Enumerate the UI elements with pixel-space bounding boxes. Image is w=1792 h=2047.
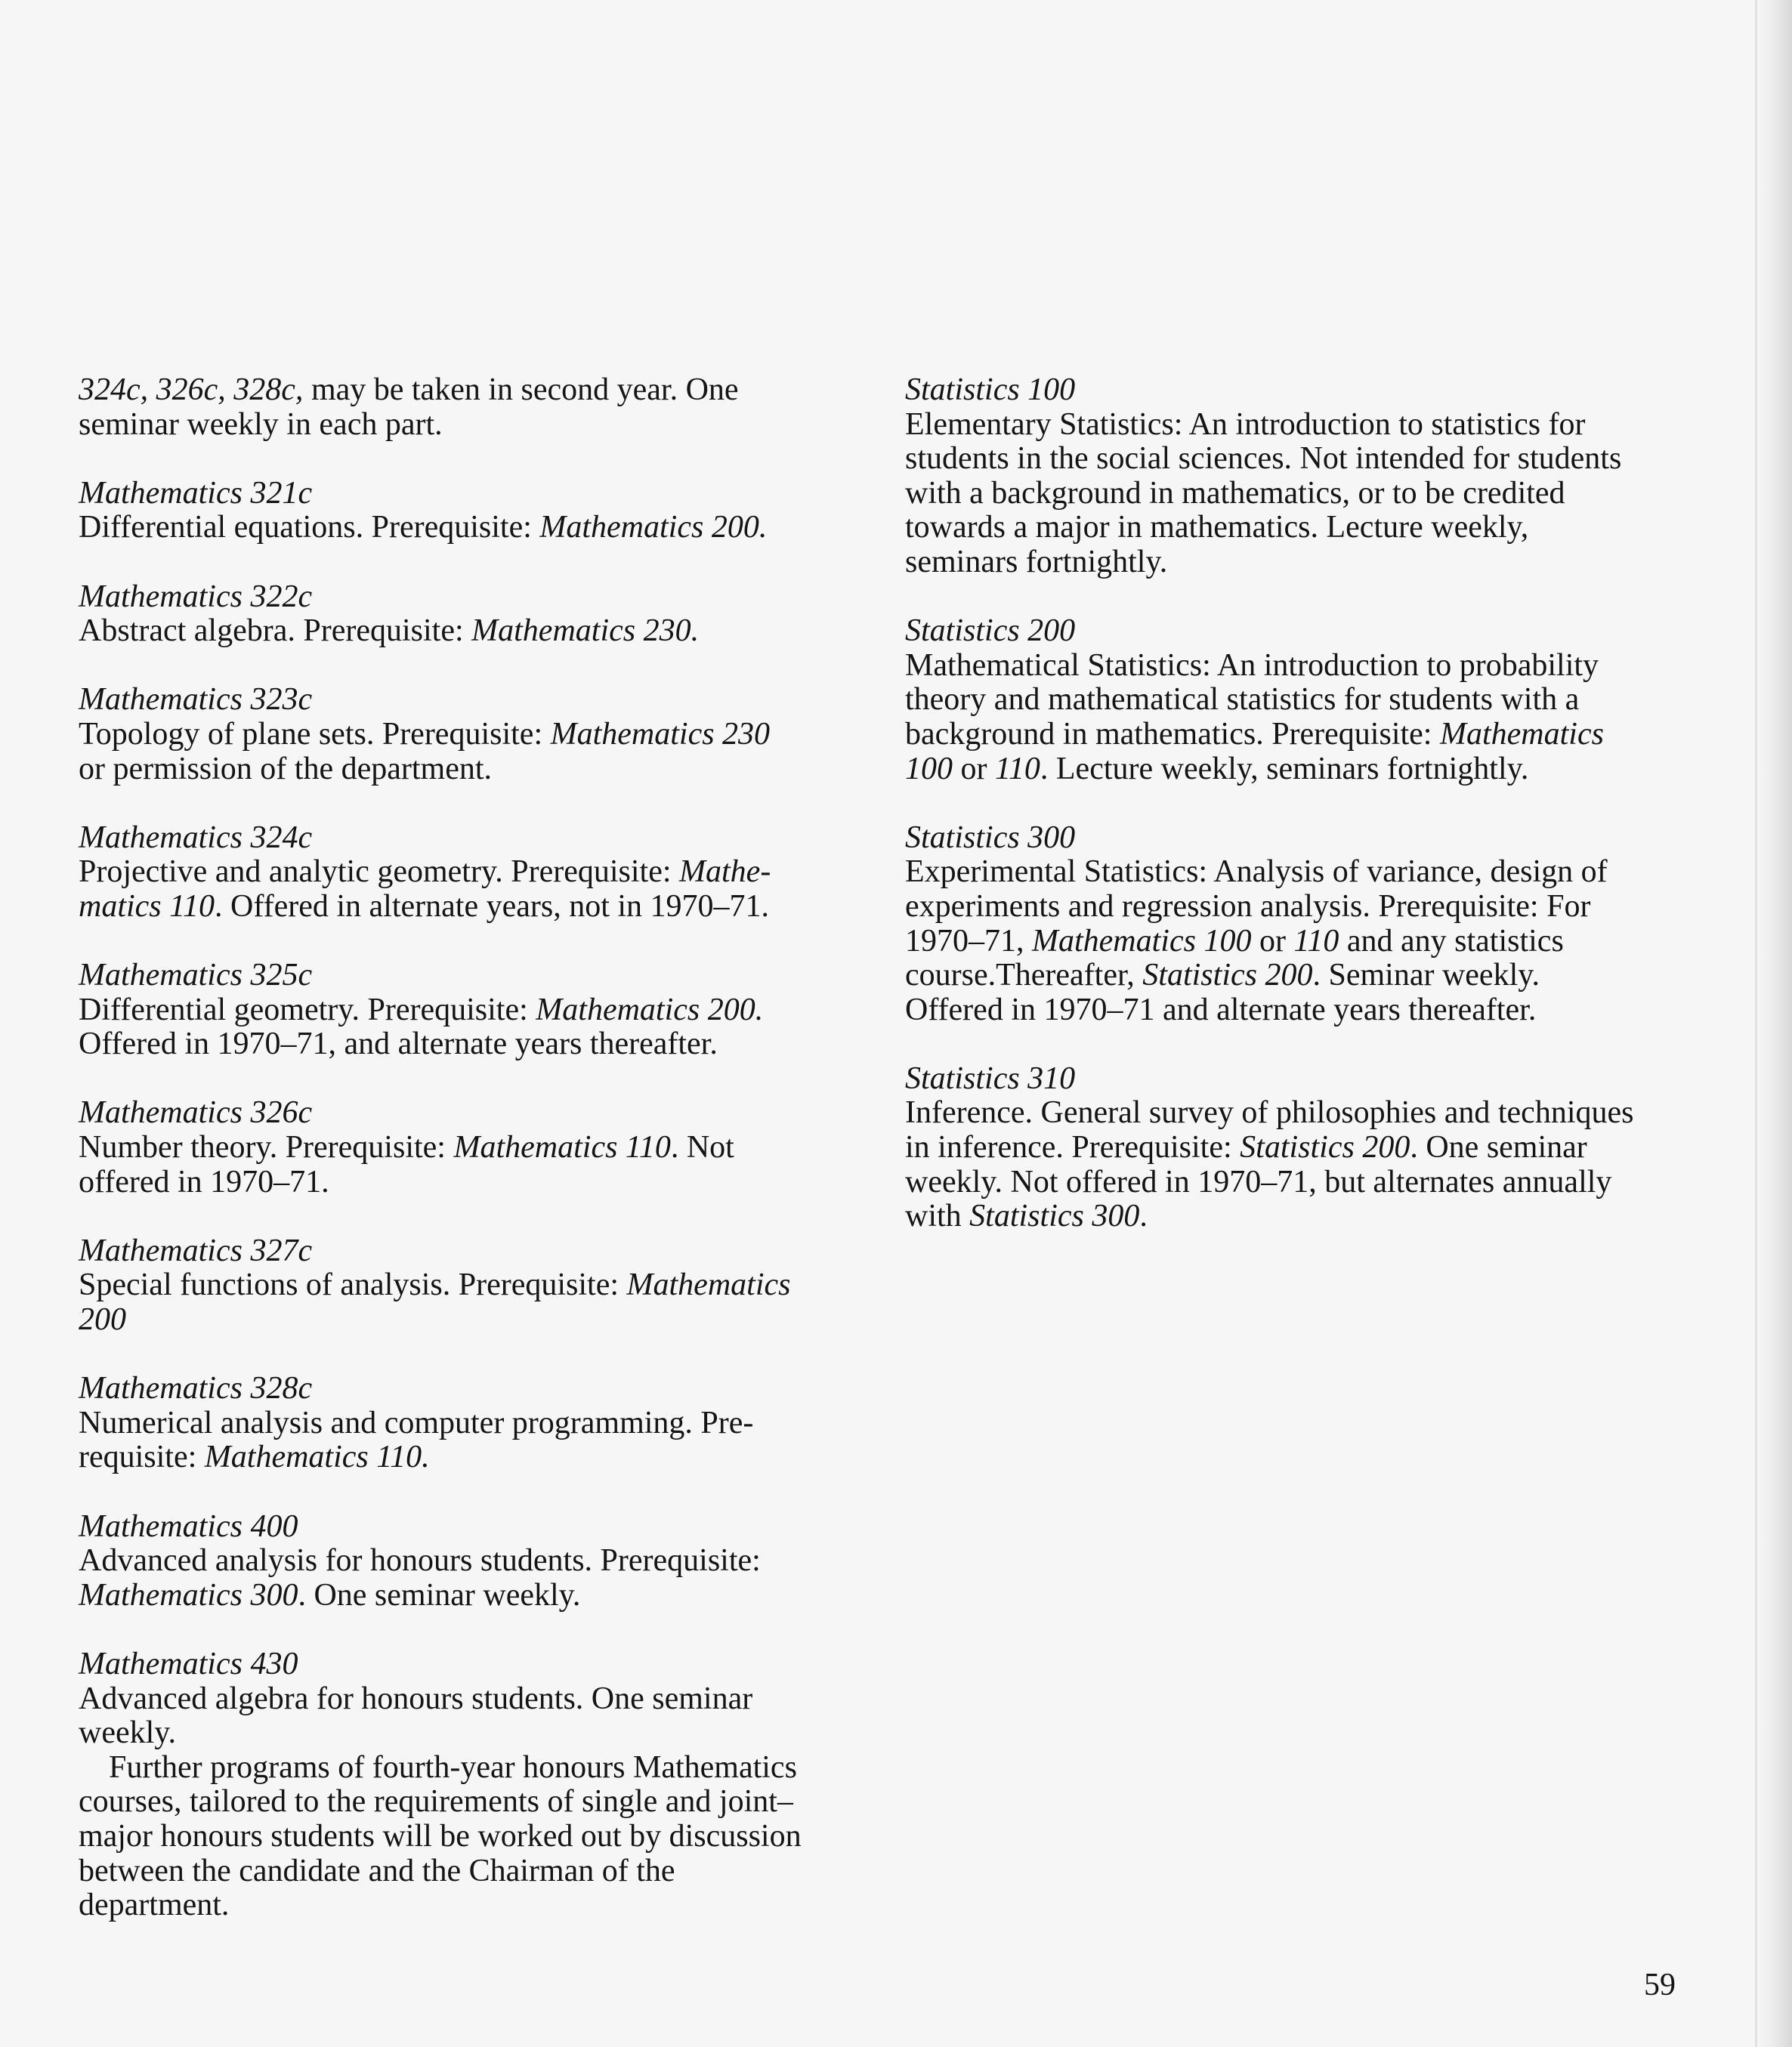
course-description: Experimental Statistics: Analysis of variance, design of experiments and regression analysis. Prerequisite: For 1970–71, Mathematics 100 or 110 and any statistics course.Thereafter, Statistics 200. Seminar weekly. Offered in 1970–71 and alternate years thereafter. [905,854,1608,1027]
course-entry-math-328c [79,1372,879,1475]
course-description: Projective and analytic geometry. Prerequisite: Mathe- matics 110. Offered in alternate years, not in 1970–71. [79,854,771,924]
course-entry-math-400 [79,1510,879,1613]
course-entry-math-327c [79,1234,879,1338]
course-description: Elementary Statistics: An introduction to statistics for students in the social sciences. Not intended for students with a background in mathematics, or to be credited towards a major in mathematics. Lecture weekly, seminars fortnightly. [905,406,1622,579]
course-description: Differential equations. Prerequisite: Mathematics 200. [79,510,768,545]
course-entry-math-323c [79,683,879,786]
course-entry-math-321c [79,477,879,545]
course-prerequisite: Statistics 200 [1142,958,1313,993]
course-description: Number theory. Prerequisite: Mathematics 110. Not offered in 1970–71. [79,1130,734,1199]
course-prerequisite: Statistics 300 [969,1199,1140,1234]
course-entry-math-324c [79,821,879,925]
course-title: Statistics 310 [905,1061,1076,1096]
course-title: Mathematics 400 [79,1508,298,1544]
course-entry-math-326c [79,1096,879,1199]
course-title: Mathematics 321c [79,475,313,511]
course-entry-math-322c [79,580,879,649]
course-prerequisite: Mathematics 200. [539,510,768,545]
course-prerequisite: Mathe- [679,854,771,890]
course-prerequisite: 110 [1293,923,1339,959]
course-prerequisite: Mathematics 230. [471,613,700,649]
course-title: Mathematics 328c [79,1371,313,1406]
course-prerequisite: Mathematics [626,1267,791,1303]
course-description: Advanced analysis for honours students. Prerequisite: Mathematics 300. One seminar weekly. [79,1543,761,1613]
right-column [905,373,1691,1268]
course-description: Abstract algebra. Prerequisite: Mathematics 230. [79,613,700,649]
intro-paragraph [79,373,879,442]
course-title: Statistics 100 [905,372,1076,407]
intro-text-1: may be taken in second year. One [303,372,739,407]
course-title: Mathematics 430 [79,1646,298,1681]
course-entry-stat-300 [905,821,1691,1028]
course-entry-stat-310 [905,1062,1691,1234]
course-prerequisite: matics 110 [79,888,215,924]
course-description: Advanced algebra for honours students. One seminar weekly. [79,1681,753,1751]
course-title: Mathematics 324c [79,820,313,855]
course-title: Mathematics 323c [79,682,313,718]
course-title: Mathematics 325c [79,958,313,993]
course-prerequisite: Statistics 200 [1240,1130,1410,1166]
course-title: Mathematics 326c [79,1095,313,1131]
course-entry-stat-100 [905,373,1691,580]
course-entry-math-325c [79,959,879,1062]
course-prerequisite: 110 [995,751,1040,786]
course-entry-stat-200 [905,614,1691,786]
course-prerequisite: Mathematics 230 [550,716,771,752]
course-title: Mathematics 322c [79,579,313,614]
course-description: Differential geometry. Prerequisite: Mathematics 200. Offered in 1970–71, and alternate years thereafter. [79,992,764,1062]
course-description: Mathematical Statistics: An introduction to probability theory and mathematical statistics for students with a background in mathematics. Prerequisite: Mathematics 100 or 110. Lecture weekly, seminars fortnightly. [905,647,1604,786]
course-prerequisite: 200 [79,1302,126,1338]
course-prerequisite: Mathematics 110. [204,1440,430,1475]
course-prerequisite: Mathematics 110 [453,1130,671,1166]
course-title: Mathematics 327c [79,1233,313,1268]
course-prerequisite: Mathematics 200. [536,992,764,1027]
course-title: Statistics 200 [905,613,1076,649]
course-prerequisite: Mathematics 100 [1032,923,1252,959]
left-column [79,373,879,1957]
page-number: 59 [1644,1968,1676,2002]
course-prerequisite: Mathematics 300 [79,1577,298,1613]
honours-programs-paragraph: Further programs of fourth-year honours Mathematics courses, tailored to the requirements of single and joint– major honours students will be worked out by discussion between the candidate and the Chairman of the department. [79,1749,802,1923]
intro-text-2: seminar weekly in each part. [79,406,443,442]
course-prerequisite: Mathematics [1439,716,1604,752]
page-edge-shadow [1757,0,1792,2047]
course-title: Statistics 300 [905,820,1076,855]
course-description: Inference. General survey of philosophies and techniques in inference. Prerequisite: Statistics 200. One seminar weekly. Not offered in 1970–71, but alternates annually with Statistics 300. [905,1095,1634,1234]
course-entry-math-430 [79,1647,879,1923]
course-prerequisite: 100 [905,751,953,786]
course-description: Topology of plane sets. Prerequisite: Mathematics 230 or permission of the department. [79,716,771,786]
course-description: Numerical analysis and computer programming. Pre- requisite: Mathematics 110. [79,1405,754,1475]
course-description: Special functions of analysis. Prerequisite: Mathematics 200 [79,1267,791,1338]
intro-course-codes: 324c, 326c, 328c, [79,372,304,407]
